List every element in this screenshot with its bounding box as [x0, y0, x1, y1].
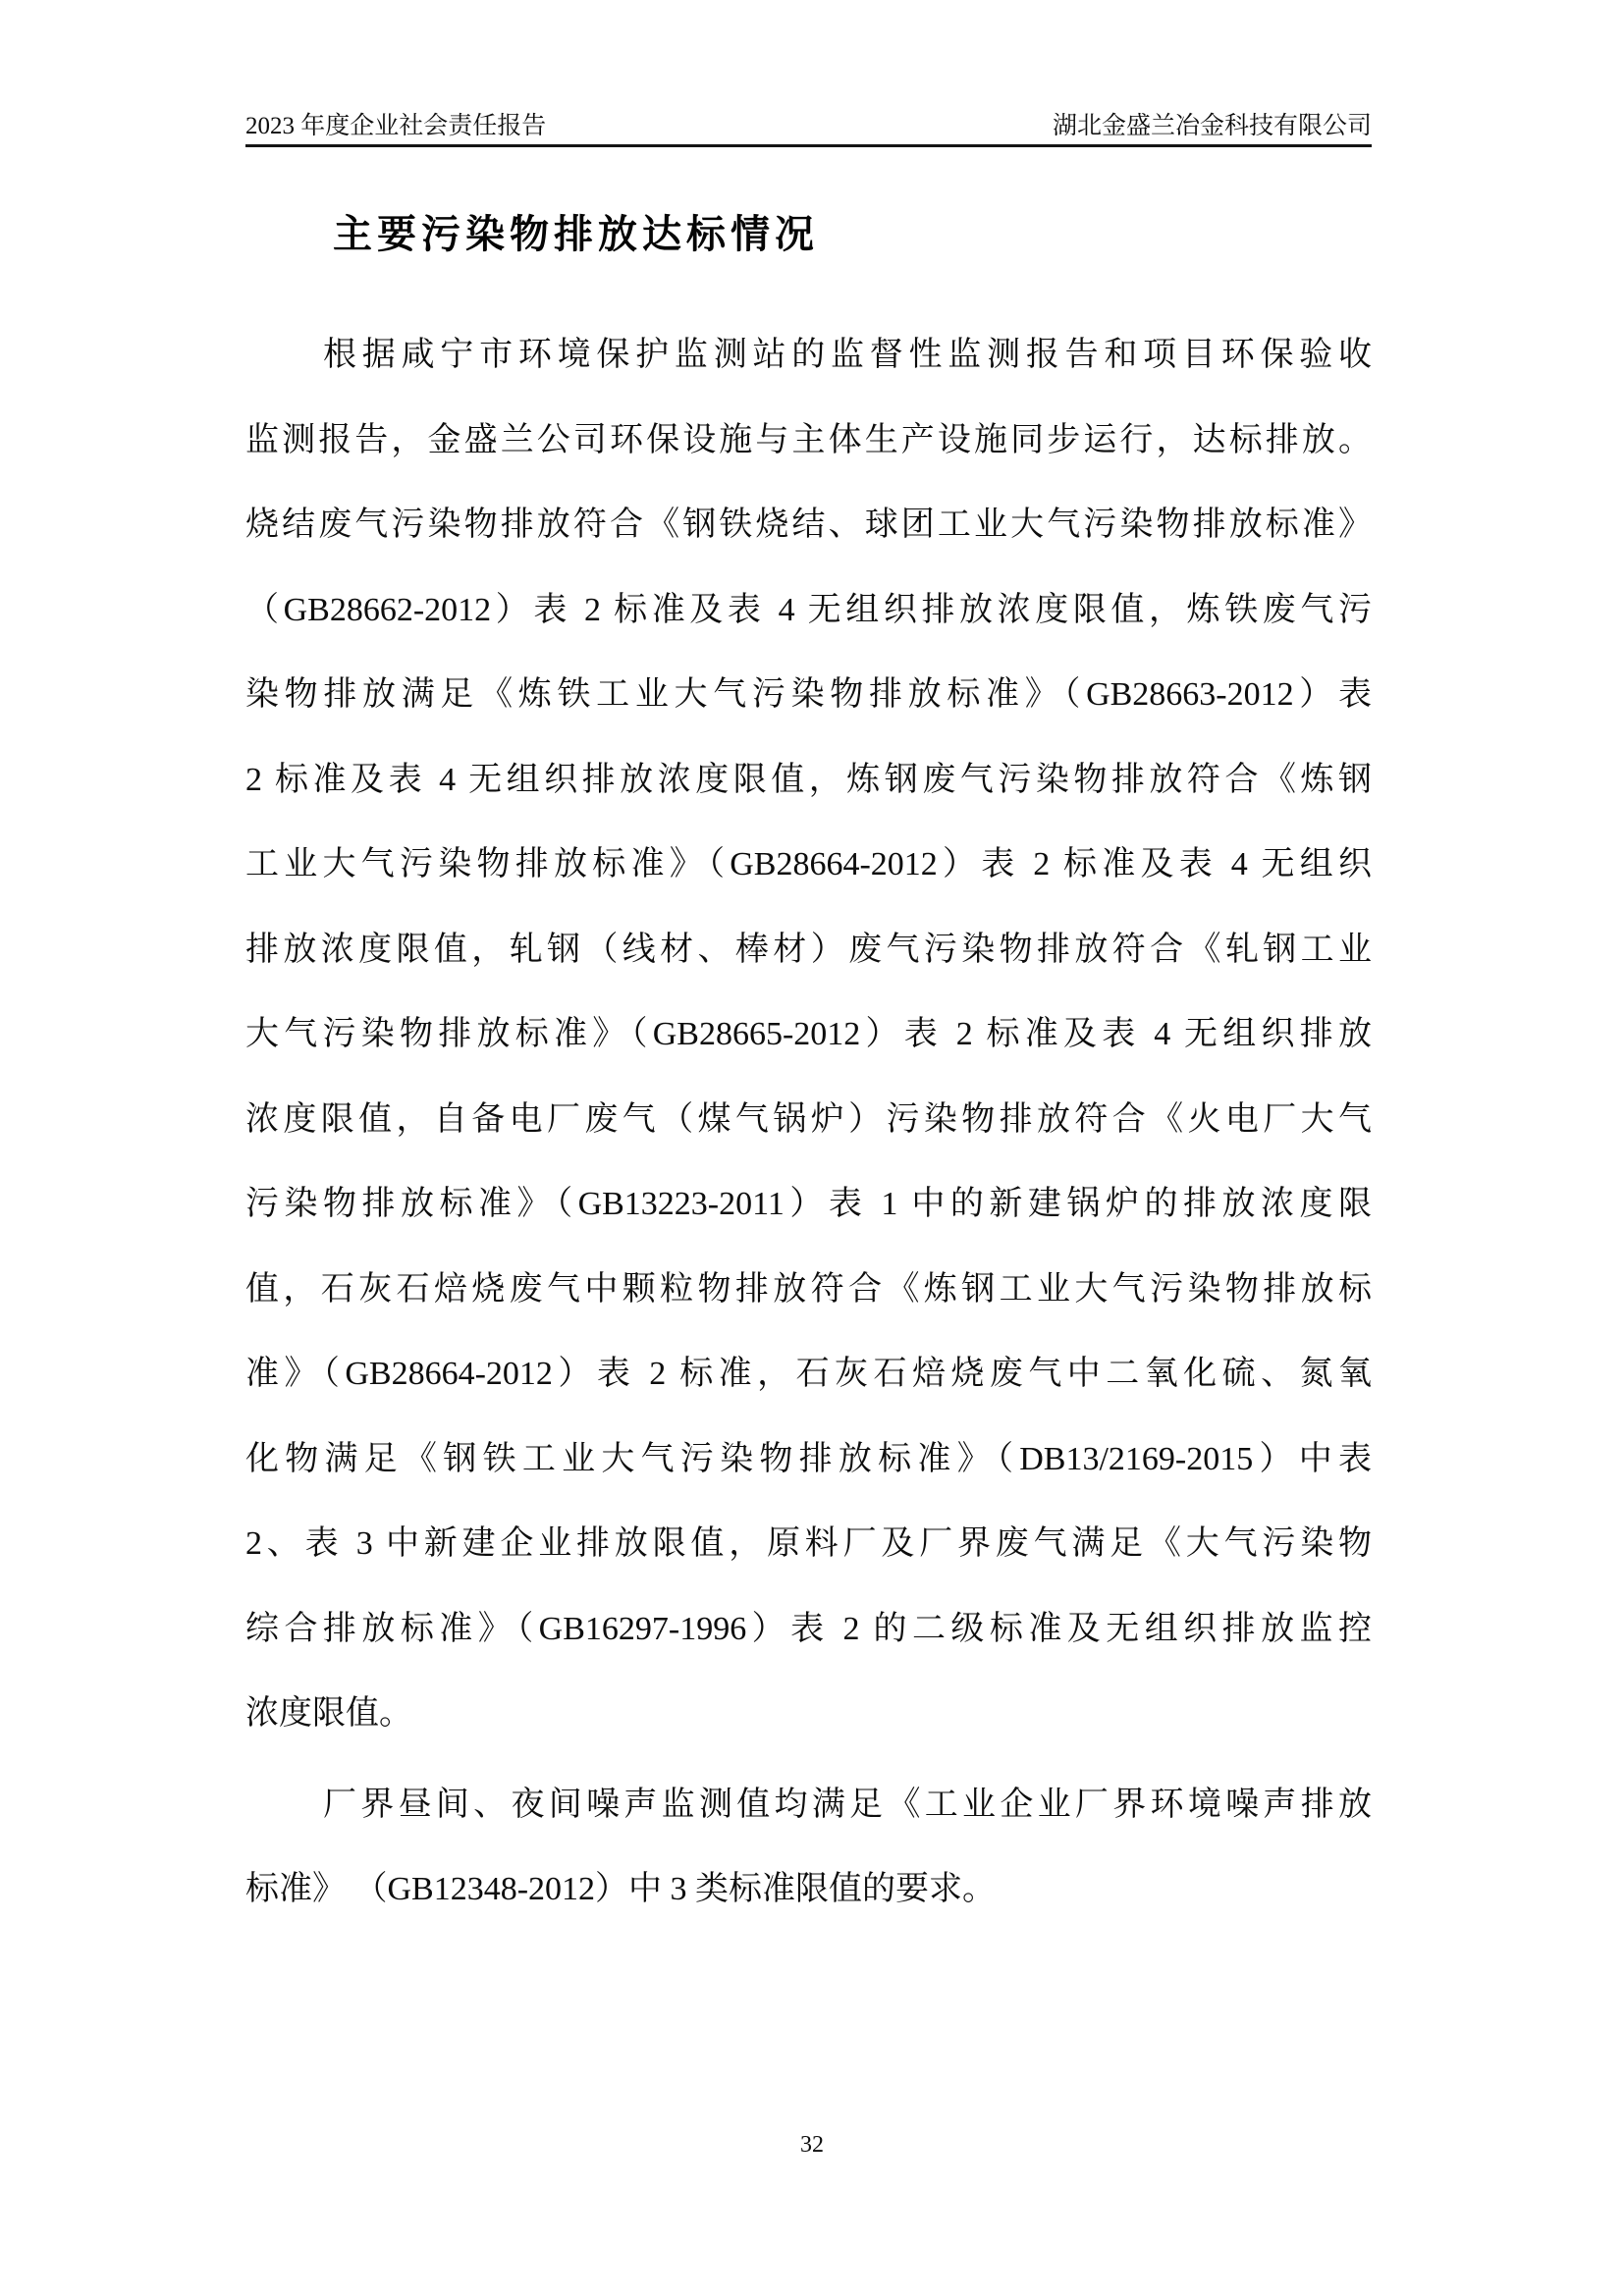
text-line: 值，石灰石焙烧废气中颗粒物排放符合《炼钢工业大气污染物排放标: [245, 1270, 1372, 1308]
text-line: 大气污染物排放标准》（GB28665-2012）表 2 标准及表 4 无组织排放: [245, 1016, 1372, 1052]
text-line: 2、表 3 中新建企业排放限值，原料厂及厂界废气满足《大气污染物: [245, 1525, 1372, 1562]
text-line: 排放浓度限值，轧钢（线材、棒材）废气污染物排放符合《轧钢工业: [245, 931, 1372, 968]
text-line: 工业大气污染物排放标准》（GB28664-2012）表 2 标准及表 4 无组织: [245, 846, 1372, 882]
text-line: 2 标准及表 4 无组织排放浓度限值，炼钢废气污染物排放符合《炼钢: [245, 761, 1372, 798]
text-line: 浓度限值。: [245, 1695, 412, 1732]
text-line: 厂界昼间、夜间噪声监测值均满足《工业企业厂界环境噪声排放: [323, 1786, 1372, 1823]
text-line: 根据咸宁市环境保护监测站的监督性监测报告和项目环保验收: [323, 337, 1372, 373]
text-line: 烧结废气污染物排放符合《钢铁烧结、球团工业大气污染物排放标准》: [245, 507, 1372, 543]
header-report-title: 2023 年度企业社会责任报告: [245, 113, 547, 139]
section-title: 主要污染物排放达标情况: [333, 213, 819, 256]
text-line: 标准》 （GB12348-2012）中 3 类标准限值的要求。: [245, 1871, 997, 1907]
page-number: 32: [800, 2132, 824, 2158]
paragraph-noise-compliance: [245, 1786, 1372, 1955]
text-line: 化物满足《钢铁工业大气污染物排放标准》（DB13/2169-2015）中表: [245, 1440, 1372, 1477]
body-text: [245, 336, 1372, 1955]
text-line: 染物排放满足《炼铁工业大气污染物排放标准》（GB28663-2012）表: [245, 676, 1372, 713]
text-line: 污染物排放标准》（GB13223-2011）表 1 中的新建锅炉的排放浓度限: [245, 1186, 1372, 1222]
paragraph-emissions-compliance: [245, 336, 1372, 1780]
text-line: 准》（GB28664-2012）表 2 标准，石灰石焙烧废气中二氧化硫、氮氧: [245, 1356, 1372, 1392]
text-line: 监测报告，金盛兰公司环保设施与主体生产设施同步运行，达标排放。: [245, 421, 1372, 458]
header-company-name: 湖北金盛兰冶金科技有限公司: [1052, 113, 1372, 139]
text-line: 浓度限值，自备电厂废气（煤气锅炉）污染物排放符合《火电厂大气: [245, 1100, 1372, 1138]
page-footer: [0, 2130, 1624, 2160]
text-line: 综合排放标准》（GB16297-1996）表 2 的二级标准及无组织排放监控: [245, 1610, 1372, 1647]
page-header: [245, 112, 1372, 147]
text-line: （GB28662-2012）表 2 标准及表 4 无组织排放浓度限值，炼铁废气污: [245, 591, 1372, 628]
